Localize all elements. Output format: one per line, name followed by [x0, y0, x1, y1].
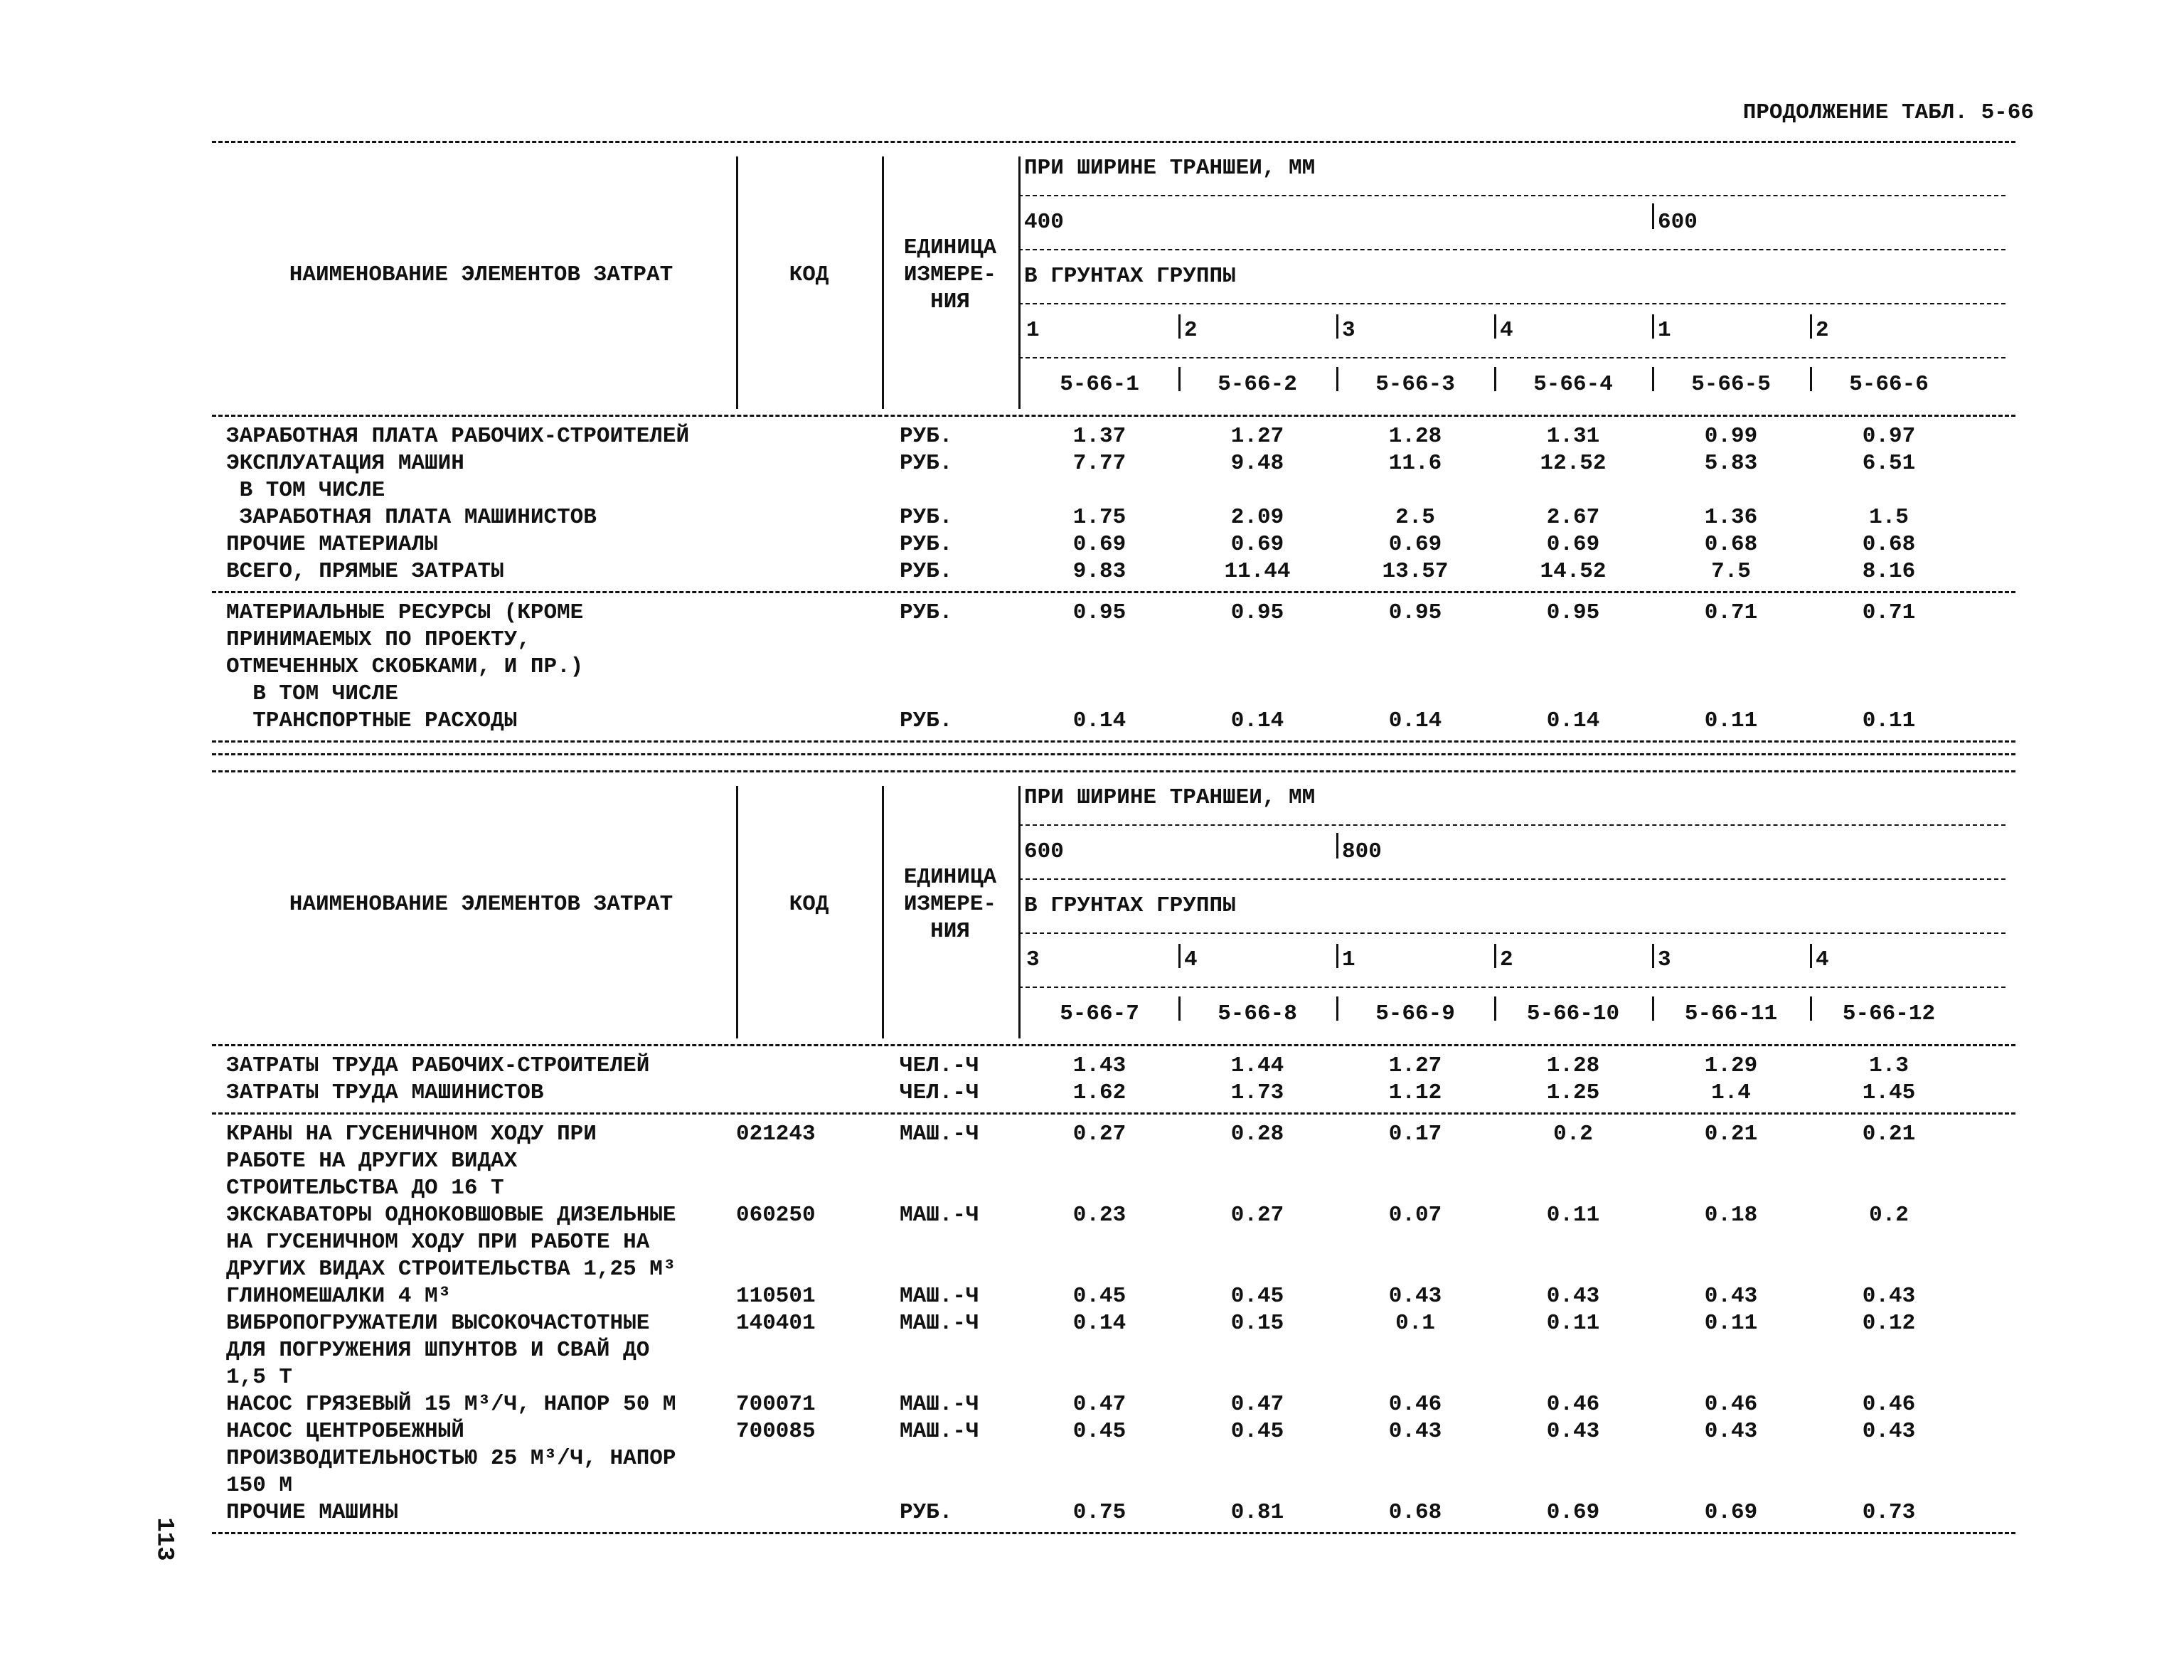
row-code: 700085 — [736, 1419, 816, 1444]
row-value: 0.69 — [1388, 532, 1442, 557]
row-name: ЗАТРАТЫ ТРУДА РАБОЧИХ-СТРОИТЕЛЕЙ — [226, 1053, 650, 1078]
row-unit: РУБ. — [900, 424, 953, 449]
row-value: 2.5 — [1395, 505, 1435, 530]
row-value: 0.28 — [1230, 1122, 1284, 1147]
row-unit: РУБ. — [900, 532, 953, 557]
row-unit: РУБ. — [900, 600, 953, 625]
row-name: ЭКСПЛУАТАЦИЯ МАШИН — [226, 451, 464, 476]
row-value: 0.27 — [1072, 1122, 1126, 1147]
row-value: 0.11 — [1546, 1203, 1600, 1228]
row-unit: МАШ.-Ч — [900, 1203, 979, 1228]
header-soil-group: 1 — [1342, 947, 1355, 972]
section-divider — [212, 591, 2015, 593]
header-name-column: НАИМЕНОВАНИЕ ЭЛЕМЕНТОВ ЗАТРАТ — [289, 892, 673, 917]
row-value: 1.45 — [1862, 1080, 1916, 1105]
row-value: 0.75 — [1072, 1500, 1126, 1525]
row-name: ЭКСКАВАТОРЫ ОДНОКОВШОВЫЕ ДИЗЕЛЬНЫЕ — [226, 1203, 676, 1228]
row-value: 0.68 — [1862, 532, 1916, 557]
row-name: В ТОМ ЧИСЛЕ — [226, 478, 385, 503]
row-value: 1.25 — [1546, 1080, 1600, 1105]
row-unit: ЧЕЛ.-Ч — [900, 1053, 979, 1078]
row-value: 0.71 — [1704, 600, 1758, 625]
row-value: 0.43 — [1862, 1419, 1916, 1444]
header-border-bottom — [212, 415, 2015, 417]
row-value: 0.14 — [1230, 708, 1284, 733]
row-unit: МАШ.-Ч — [900, 1284, 979, 1309]
row-name: В ТОМ ЧИСЛЕ — [226, 681, 398, 706]
row-name: НА ГУСЕНИЧНОМ ХОДУ ПРИ РАБОТЕ НА — [226, 1230, 650, 1255]
row-value: 0.43 — [1546, 1284, 1600, 1309]
header-subrule — [1018, 303, 2005, 304]
table-row — [0, 1418, 1, 1419]
header-unit-line: ЕДИНИЦА — [903, 865, 997, 890]
row-name: ТРАНСПОРТНЫЕ РАСХОДЫ — [226, 708, 518, 733]
header-norm-code: 5-66-7 — [1060, 1001, 1139, 1026]
row-name: 150 М — [226, 1473, 293, 1498]
header-name-column: НАИМЕНОВАНИЕ ЭЛЕМЕНТОВ ЗАТРАТ — [289, 262, 673, 287]
row-value: 6.51 — [1862, 451, 1916, 476]
group-rule — [1494, 314, 1496, 339]
header-norm-code: 5-66-12 — [1842, 1001, 1936, 1026]
row-value: 0.11 — [1862, 708, 1916, 733]
row-value: 0.14 — [1072, 1311, 1126, 1336]
row-value: 0.95 — [1546, 600, 1600, 625]
row-value: 0.11 — [1546, 1311, 1600, 1336]
table-row — [0, 450, 1, 451]
row-value: 0.17 — [1388, 1122, 1442, 1147]
header-subrule — [1018, 878, 2005, 880]
row-name: ДРУГИХ ВИДАХ СТРОИТЕЛЬСТВА 1,25 М³ — [226, 1257, 676, 1282]
header-width-label: ПРИ ШИРИНЕ ТРАНШЕИ, ММ — [1024, 156, 1316, 181]
row-value: 1.43 — [1072, 1053, 1126, 1078]
row-value: 11.6 — [1388, 451, 1442, 476]
row-value: 0.23 — [1072, 1203, 1126, 1228]
row-name: ПРОЧИЕ МАТЕРИАЛЫ — [226, 532, 438, 557]
header-norm-code: 5-66-5 — [1691, 372, 1771, 397]
header-soil-group: 2 — [1184, 318, 1198, 343]
row-value: 0.1 — [1395, 1311, 1435, 1336]
row-value: 0.43 — [1704, 1284, 1758, 1309]
group-rule — [1178, 944, 1181, 968]
row-value: 1.28 — [1388, 424, 1442, 449]
table-row — [0, 1337, 1, 1338]
row-value: 0.95 — [1388, 600, 1442, 625]
table-row — [0, 1364, 1, 1365]
row-value: 0.99 — [1704, 424, 1758, 449]
row-value: 1.3 — [1869, 1053, 1909, 1078]
row-value: 7.5 — [1711, 559, 1751, 584]
row-value: 11.44 — [1224, 559, 1291, 584]
row-value: 1.5 — [1869, 505, 1909, 530]
row-name: 1,5 Т — [226, 1365, 293, 1390]
row-value: 12.52 — [1540, 451, 1607, 476]
header-subrule — [1018, 357, 2005, 358]
header-unit-line: ЕДИНИЦА — [903, 235, 997, 260]
header-norm-code: 5-66-10 — [1526, 1001, 1620, 1026]
row-value: 0.46 — [1546, 1392, 1600, 1417]
row-value: 0.71 — [1862, 600, 1916, 625]
header-width-value: 600 — [1658, 210, 1698, 235]
header-soil-group: 1 — [1026, 318, 1040, 343]
table-caption: ПРОДОЛЖЕНИЕ ТАБЛ. 5-66 — [1742, 100, 2034, 125]
row-unit: РУБ. — [900, 505, 953, 530]
row-unit: ЧЕЛ.-Ч — [900, 1080, 979, 1105]
section-divider — [212, 1112, 2015, 1115]
header-width-label: ПРИ ШИРИНЕ ТРАНШЕИ, ММ — [1024, 785, 1316, 810]
table-separator — [212, 753, 2015, 755]
row-value: 1.73 — [1230, 1080, 1284, 1105]
table-row — [0, 1202, 1, 1203]
row-name: ВСЕГО, ПРЯМЫЕ ЗАТРАТЫ — [226, 559, 504, 584]
row-value: 0.45 — [1072, 1419, 1126, 1444]
table-row — [0, 1472, 1, 1473]
header-unit-line: НИЯ — [930, 289, 970, 314]
row-name: ЗАРАБОТНАЯ ПЛАТА МАШИНИСТОВ — [226, 505, 597, 530]
width-group-rule — [1652, 203, 1654, 229]
row-value: 0.68 — [1704, 532, 1758, 557]
row-name: НАСОС ЦЕНТРОБЕЖНЫЙ — [226, 1419, 464, 1444]
table-border-top — [212, 770, 2015, 772]
row-name: ПРИНИМАЕМЫХ ПО ПРОЕКТУ, — [226, 627, 531, 652]
row-value: 0.14 — [1388, 708, 1442, 733]
row-value: 0.21 — [1862, 1122, 1916, 1147]
row-code: 700071 — [736, 1392, 816, 1417]
row-value: 0.46 — [1704, 1392, 1758, 1417]
row-value: 13.57 — [1382, 559, 1449, 584]
row-name: МАТЕРИАЛЬНЫЕ РЕСУРСЫ (КРОМЕ — [226, 600, 584, 625]
header-width-value: 800 — [1342, 839, 1382, 864]
header-norm-code: 5-66-2 — [1218, 372, 1297, 397]
row-value: 0.43 — [1546, 1419, 1600, 1444]
header-soil-group: 4 — [1816, 947, 1829, 972]
row-unit: РУБ. — [900, 708, 953, 733]
header-soil-group: 4 — [1500, 318, 1513, 343]
table-row — [0, 1148, 1, 1149]
row-value: 0.2 — [1553, 1122, 1593, 1147]
header-norm-code: 5-66-6 — [1849, 372, 1929, 397]
row-value: 0.73 — [1862, 1500, 1916, 1525]
row-value: 1.12 — [1388, 1080, 1442, 1105]
header-border-bottom — [212, 1044, 2015, 1046]
header-norm-code: 5-66-4 — [1533, 372, 1613, 397]
group-rule — [1336, 314, 1338, 339]
table-border-top — [212, 141, 2015, 143]
row-value: 0.45 — [1230, 1284, 1284, 1309]
header-width-value: 400 — [1024, 210, 1064, 235]
group-rule — [1810, 944, 1812, 968]
row-value: 0.11 — [1704, 1311, 1758, 1336]
table-border-bottom — [212, 1532, 2015, 1534]
header-unit-line: ИЗМЕРЕ- — [903, 262, 997, 287]
header-subrule — [1018, 987, 2005, 988]
table-row — [0, 558, 1, 559]
header-subrule — [1018, 249, 2005, 250]
row-value: 0.46 — [1388, 1392, 1442, 1417]
table-row — [0, 1499, 1, 1500]
row-unit: МАШ.-Ч — [900, 1419, 979, 1444]
header-norm-code: 5-66-8 — [1218, 1001, 1297, 1026]
table-row — [0, 504, 1, 505]
row-unit: МАШ.-Ч — [900, 1311, 979, 1336]
header-soil-group: 1 — [1658, 318, 1671, 343]
row-code: 110501 — [736, 1284, 816, 1309]
table-row — [0, 1445, 1, 1446]
row-value: 2.67 — [1546, 505, 1600, 530]
table-row — [0, 1283, 1, 1284]
header-width-value: 600 — [1024, 839, 1064, 864]
row-unit: РУБ. — [900, 1500, 953, 1525]
row-value: 9.48 — [1230, 451, 1284, 476]
row-value: 1.44 — [1230, 1053, 1284, 1078]
row-code: 060250 — [736, 1203, 816, 1228]
row-value: 0.45 — [1230, 1419, 1284, 1444]
table-row — [0, 1256, 1, 1257]
row-value: 0.69 — [1072, 532, 1126, 557]
row-value: 1.37 — [1072, 424, 1126, 449]
row-unit: МАШ.-Ч — [900, 1122, 979, 1147]
table-row — [0, 477, 1, 478]
row-value: 1.29 — [1704, 1053, 1758, 1078]
row-value: 0.95 — [1230, 600, 1284, 625]
row-value: 0.43 — [1704, 1419, 1758, 1444]
row-name: ЗАТРАТЫ ТРУДА МАШИНИСТОВ — [226, 1080, 544, 1105]
table-row — [0, 531, 1, 532]
row-value: 0.43 — [1388, 1419, 1442, 1444]
table-row — [0, 1229, 1, 1230]
table-row — [0, 1310, 1, 1311]
header-code-column: КОД — [789, 262, 829, 287]
row-value: 1.31 — [1546, 424, 1600, 449]
row-name: НАСОС ГРЯЗЕВЫЙ 15 М³/Ч, НАПОР 50 М — [226, 1392, 676, 1417]
row-value: 0.14 — [1546, 708, 1600, 733]
row-value: 0.69 — [1704, 1500, 1758, 1525]
header-soil-label: В ГРУНТАХ ГРУППЫ — [1024, 264, 1236, 289]
row-value: 1.4 — [1711, 1080, 1751, 1105]
row-name: ЗАРАБОТНАЯ ПЛАТА РАБОЧИХ-СТРОИТЕЛЕЙ — [226, 424, 690, 449]
row-value: 0.69 — [1230, 532, 1284, 557]
header-soil-group: 2 — [1816, 318, 1829, 343]
row-unit: РУБ. — [900, 559, 953, 584]
row-value: 0.68 — [1388, 1500, 1442, 1525]
row-name: ВИБРОПОГРУЖАТЕЛИ ВЫСОКОЧАСТОТНЫЕ — [226, 1311, 650, 1336]
page-number: 113 — [150, 1517, 178, 1561]
group-rule — [1652, 314, 1654, 339]
row-name: ОТМЕЧЕННЫХ СКОБКАМИ, И ПР.) — [226, 654, 584, 679]
row-value: 0.12 — [1862, 1311, 1916, 1336]
group-rule — [1336, 944, 1338, 968]
row-value: 0.07 — [1388, 1203, 1442, 1228]
row-value: 9.83 — [1072, 559, 1126, 584]
row-value: 2.09 — [1230, 505, 1284, 530]
row-name: КРАНЫ НА ГУСЕНИЧНОМ ХОДУ ПРИ — [226, 1122, 597, 1147]
header-soil-group: 3 — [1658, 947, 1671, 972]
row-name: СТРОИТЕЛЬСТВА ДО 16 Т — [226, 1176, 504, 1201]
header-soil-group: 3 — [1342, 318, 1355, 343]
header-subrule — [1018, 932, 2005, 934]
table-row — [0, 1121, 1, 1122]
row-code: 021243 — [736, 1122, 816, 1147]
header-soil-group: 2 — [1500, 947, 1513, 972]
row-value: 5.83 — [1704, 451, 1758, 476]
row-value: 1.75 — [1072, 505, 1126, 530]
header-soil-group: 3 — [1026, 947, 1040, 972]
table-border-bottom — [212, 740, 2015, 743]
row-code: 140401 — [736, 1311, 816, 1336]
row-value: 7.77 — [1072, 451, 1126, 476]
header-norm-code: 5-66-3 — [1375, 372, 1455, 397]
row-value: 0.27 — [1230, 1203, 1284, 1228]
row-value: 1.36 — [1704, 505, 1758, 530]
row-value: 1.62 — [1072, 1080, 1126, 1105]
row-value: 0.97 — [1862, 424, 1916, 449]
group-rule — [1652, 944, 1654, 968]
row-value: 1.27 — [1388, 1053, 1442, 1078]
row-name: ПРОИЗВОДИТЕЛЬНОСТЬЮ 25 М³/Ч, НАПОР — [226, 1446, 676, 1471]
row-value: 0.2 — [1869, 1203, 1909, 1228]
table-row — [0, 1175, 1, 1176]
group-rule — [1494, 944, 1496, 968]
header-subrule — [1018, 824, 2005, 826]
row-value: 0.14 — [1072, 708, 1126, 733]
row-value: 1.28 — [1546, 1053, 1600, 1078]
table-row — [0, 423, 1, 424]
row-value: 8.16 — [1862, 559, 1916, 584]
row-value: 0.43 — [1388, 1284, 1442, 1309]
header-norm-code: 5-66-9 — [1375, 1001, 1455, 1026]
row-value: 0.47 — [1230, 1392, 1284, 1417]
row-name: ГЛИНОМЕШАЛКИ 4 М³ — [226, 1284, 452, 1309]
row-name: РАБОТЕ НА ДРУГИХ ВИДАХ — [226, 1149, 518, 1174]
row-value: 0.69 — [1546, 1500, 1600, 1525]
row-value: 0.21 — [1704, 1122, 1758, 1147]
header-unit-line: ИЗМЕРЕ- — [903, 892, 997, 917]
row-unit: МАШ.-Ч — [900, 1392, 979, 1417]
row-value: 0.45 — [1072, 1284, 1126, 1309]
row-name: ПРОЧИЕ МАШИНЫ — [226, 1500, 398, 1525]
header-norm-code: 5-66-1 — [1060, 372, 1139, 397]
row-value: 0.95 — [1072, 600, 1126, 625]
row-value: 0.15 — [1230, 1311, 1284, 1336]
row-name: ДЛЯ ПОГРУЖЕНИЯ ШПУНТОВ И СВАЙ ДО — [226, 1338, 650, 1363]
header-soil-label: В ГРУНТАХ ГРУППЫ — [1024, 893, 1236, 918]
row-value: 0.18 — [1704, 1203, 1758, 1228]
table-row — [0, 1391, 1, 1392]
header-norm-code: 5-66-11 — [1684, 1001, 1778, 1026]
group-rule — [1178, 314, 1181, 339]
row-value: 0.69 — [1546, 532, 1600, 557]
header-soil-group: 4 — [1184, 947, 1198, 972]
row-value: 1.27 — [1230, 424, 1284, 449]
header-code-column: КОД — [789, 892, 829, 917]
header-unit-line: НИЯ — [930, 919, 970, 944]
row-unit: РУБ. — [900, 451, 953, 476]
group-rule — [1810, 314, 1812, 339]
row-value: 0.11 — [1704, 708, 1758, 733]
row-value: 0.46 — [1862, 1392, 1916, 1417]
row-value: 0.47 — [1072, 1392, 1126, 1417]
row-value: 0.81 — [1230, 1500, 1284, 1525]
row-value: 0.43 — [1862, 1284, 1916, 1309]
header-subrule — [1018, 195, 2005, 196]
width-group-rule — [1336, 833, 1338, 858]
row-value: 14.52 — [1540, 559, 1607, 584]
